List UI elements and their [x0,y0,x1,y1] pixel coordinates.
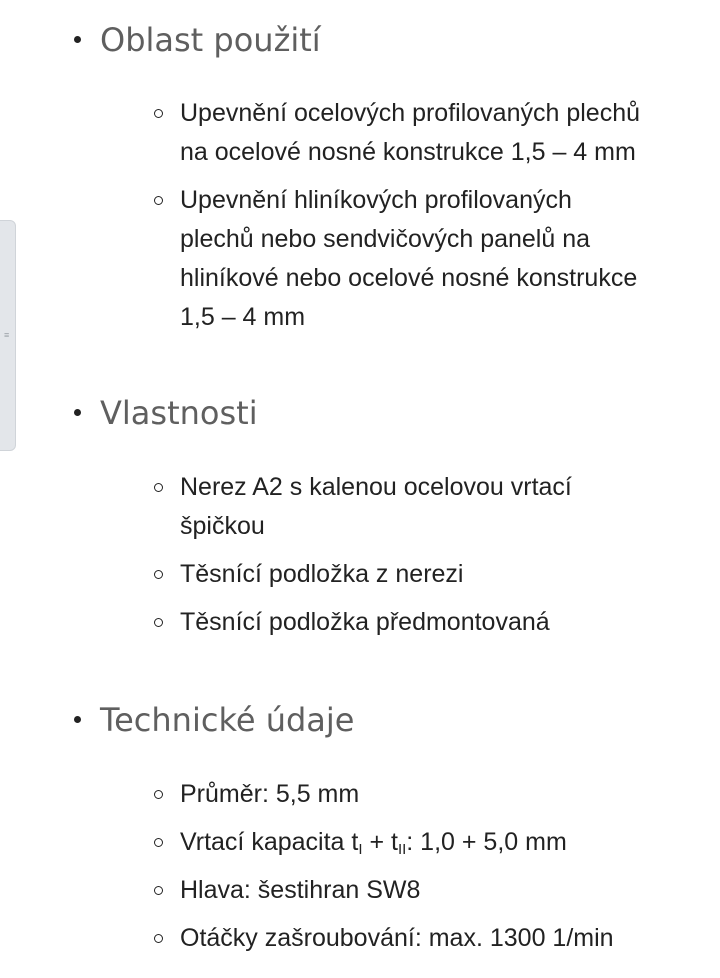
list-item [154,775,699,814]
line: Těsnící podložka z nerezi [180,560,464,588]
list-item [154,871,699,910]
list-item [154,94,699,172]
list-item [154,919,699,958]
list-item [154,555,699,594]
bullet-circle-icon [154,618,163,627]
list-item [154,823,699,862]
line: Upevnění ocelových profilovaných plechů [180,99,640,127]
bullet-circle-icon [154,570,163,579]
section-title: Vlastnosti [100,394,258,432]
list-item [154,603,699,642]
bullet-disc-icon [74,716,81,723]
spec-drill-capacity: Vrtací kapacita $t_I + t_{II}$: 1,0 + 5,0 mm [180,828,567,858]
section-title: Oblast použití [100,21,321,59]
bullet-circle-icon [154,934,163,943]
sub-list [154,94,699,346]
bullet-circle-icon [154,109,163,118]
sub-list [154,468,699,651]
line: Těsnící podložka předmontovaná [180,608,550,636]
bullet-disc-icon [74,409,81,416]
line: špičkou [180,512,265,540]
bullet-circle-icon [154,483,163,492]
line: Upevnění hliníkových profilovaných [180,186,572,214]
spec-rpm: Otáčky zašroubování: max. 1300 1/min [180,924,614,952]
spec-head: Hlava: šestihran SW8 [180,876,421,904]
bullet-circle-icon [154,886,163,895]
list-item [154,468,699,546]
line: plechů nebo sendvičových panelů na [180,225,591,253]
bullet-circle-icon [154,838,163,847]
grip-icon: ≡ [4,330,10,340]
bullet-circle-icon [154,790,163,799]
list-item [154,181,699,337]
spec-diameter: Průměr: 5,5 mm [180,780,360,808]
line: hliníkové nebo ocelové nosné konstrukce [180,264,638,292]
side-panel-handle[interactable] [0,220,16,451]
line: Nerez A2 s kalenou ocelovou vrtací [180,473,572,501]
sub-list [154,775,699,967]
line: na ocelové nosné konstrukce 1,5 – 4 mm [180,138,636,166]
bullet-circle-icon [154,196,163,205]
line: 1,5 – 4 mm [180,303,306,331]
bullet-disc-icon [74,36,81,43]
section-title: Technické údaje [100,701,355,739]
